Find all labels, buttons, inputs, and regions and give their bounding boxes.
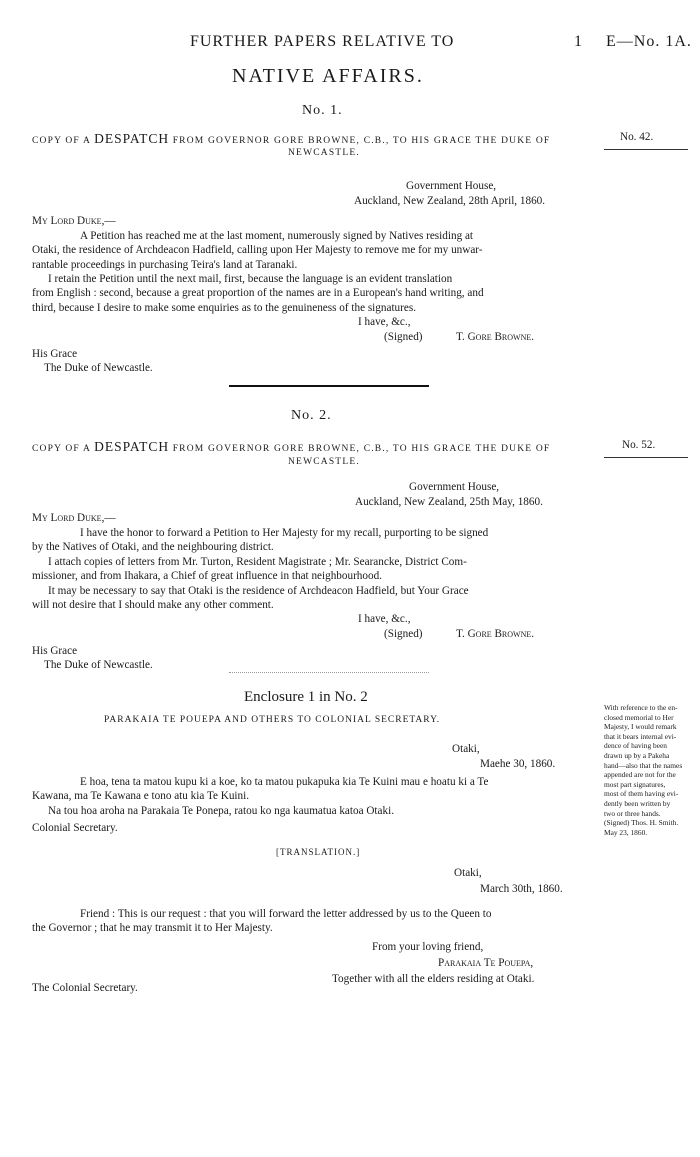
- text-line: Kawana, ma Te Kawana e tono atu kia Te Kuini.: [32, 790, 250, 803]
- despatch-1-ref: No. 42.: [620, 131, 654, 143]
- despatch-2-address-line1: Government House,: [409, 481, 500, 493]
- section-divider-faint: [229, 672, 429, 673]
- despatch-2-salutation: My Lord Duke,—: [32, 512, 116, 524]
- margin-note-line: drawn up by a Pakeha: [604, 750, 670, 760]
- page-number: 1: [574, 33, 583, 50]
- text-line: third, because I desire to make some enquiries as to the genuineness of the signatures.: [32, 301, 416, 314]
- despatch-1-heading-line2: NEWCASTLE.: [288, 148, 360, 158]
- despatch-1-heading: [32, 131, 550, 147]
- enclosure-subheading: PARAKAIA TE POUEPA AND OTHERS TO COLONIAL SECRETARY.: [104, 715, 441, 725]
- despatch-2-recipient-line1: His Grace: [32, 645, 78, 657]
- translation-label: [TRANSLATION.]: [276, 847, 361, 857]
- margin-note-line: Majesty, I would remark: [604, 722, 677, 732]
- translation-text: [32, 907, 590, 936]
- margin-note-line: appended are not for the: [604, 770, 676, 780]
- margin-note: [604, 703, 696, 837]
- running-title: FURTHER PAPERS RELATIVE TO: [190, 33, 455, 50]
- text-line: will not desire that I should make any other comment.: [32, 599, 274, 612]
- text-line: I have the honor to forward a Petition to Her Majesty for my recall, purporting to be signed: [80, 527, 489, 539]
- text-line: Friend : This is our request : that you will forward the letter addressed by us to the Queen to: [80, 908, 492, 920]
- margin-note-line: dence of having been: [604, 741, 667, 751]
- text-line: Otaki, the residence of Archdeacon Hadfield, calling upon Her Majesty to remove me for my unwar-: [32, 244, 483, 257]
- margin-note-line: that it bears internal evi-: [604, 731, 677, 741]
- despatch-2-signer: T. Gore Browne.: [456, 628, 535, 640]
- copy-prefix: COPY OF A: [32, 444, 91, 454]
- despatch-2-ref: No. 52.: [622, 439, 656, 451]
- translation-place: Otaki,: [454, 867, 482, 879]
- copy-prefix: COPY OF A: [32, 136, 91, 146]
- despatch-2-heading-line2: NEWCASTLE.: [288, 457, 360, 467]
- translation-from: From your loving friend,: [372, 941, 484, 953]
- despatch-1-recipient-line2: The Duke of Newcastle.: [44, 362, 153, 374]
- despatch-1-para-2: [32, 272, 590, 315]
- despatch-1-signed: (Signed): [384, 331, 423, 343]
- text-line: I attach copies of letters from Mr. Turton, Resident Magistrate ; Mr. Searancke, District Com-: [48, 556, 467, 568]
- text-line: rantable proceedings in purchasing Teira's land at Taranaki.: [32, 258, 298, 271]
- copy-rest: FROM GOVERNOR GORE BROWNE, C.B., TO HIS GRACE THE DUKE OF: [172, 136, 551, 146]
- translation-signer: Parakaia Te Pouepa,: [438, 957, 534, 969]
- margin-note-line: hand—also that the names: [604, 760, 683, 770]
- enclosure-addressee: Colonial Secretary.: [32, 822, 118, 834]
- text-line: from English : second, because a great proportion of the names are in a European's hand writing, and: [32, 287, 484, 300]
- margin-note-line: May 23, 1860.: [604, 827, 648, 837]
- text-line: Na tou hoa aroha na Parakaia Te Ponepa, ratou ko nga kaumatua katoa Otaki.: [48, 804, 395, 817]
- despatch-1-salutation: My Lord Duke,—: [32, 215, 116, 227]
- despatch-2-para-1: [32, 526, 590, 555]
- copy-rest: FROM GOVERNOR GORE BROWNE, C.B., TO HIS GRACE THE DUKE OF: [172, 444, 551, 454]
- text-line: the Governor ; that he may transmit it to Her Majesty.: [32, 922, 273, 935]
- margin-note-line: With reference to the en-: [604, 703, 678, 712]
- ref-underline: [604, 457, 688, 458]
- margin-note-line: (Signed) Thos. H. Smith.: [604, 818, 679, 828]
- despatch-1-recipient-line1: His Grace: [32, 348, 78, 360]
- section-divider: [229, 385, 429, 387]
- text-line: by the Natives of Otaki, and the neighbouring district.: [32, 541, 274, 554]
- despatch-1-number: No. 1.: [302, 103, 343, 118]
- margin-note-line: two or three hands.: [604, 808, 661, 818]
- despatch-2-signed: (Signed): [384, 628, 423, 640]
- ref-underline: [604, 149, 688, 150]
- translation-date: March 30th, 1860.: [480, 883, 563, 895]
- enclosure-date: Maehe 30, 1860.: [480, 758, 556, 770]
- margin-note-line: most part signatures,: [604, 779, 666, 789]
- text-line: E hoa, tena ta matou kupu ki a koe, ko ta matou pukapuka kia Te Kuini mau e hoatu ki a Te: [80, 776, 489, 788]
- despatch-2-number: No. 2.: [291, 408, 332, 423]
- text-line: missioner, and from Ihakara, a Chief of great influence in that neighbourhood.: [32, 570, 382, 583]
- translation-addressee: The Colonial Secretary.: [32, 982, 138, 994]
- despatch-2-recipient-line2: The Duke of Newcastle.: [44, 659, 153, 671]
- margin-note-line: closed memorial to Her: [604, 712, 674, 722]
- despatch-1-closing: I have, &c.,: [358, 316, 411, 328]
- translation-together: Together with all the elders residing at Otaki.: [332, 973, 535, 985]
- despatch-2-para-2: [32, 555, 590, 584]
- enclosure-place: Otaki,: [452, 743, 480, 755]
- text-line: It may be necessary to say that Otaki is the residence of Archdeacon Hadfield, but Your Grace: [48, 585, 469, 597]
- text-line: A Petition has reached me at the last moment, numerously signed by Natives residing at: [80, 230, 474, 242]
- despatch-2-address-line2: Auckland, New Zealand, 25th May, 1860.: [355, 496, 543, 508]
- enclosure-maori-text: [32, 775, 590, 818]
- copy-word: DESPATCH: [94, 131, 170, 146]
- paper-reference: E—No. 1A.: [606, 33, 692, 50]
- despatch-1-para-1: [32, 229, 590, 272]
- margin-note-line: most of them having evi-: [604, 789, 679, 799]
- copy-word: DESPATCH: [94, 439, 170, 454]
- despatch-2-para-3: [32, 584, 590, 613]
- despatch-1-signer: T. Gore Browne.: [456, 331, 535, 343]
- despatch-2-closing: I have, &c.,: [358, 613, 411, 625]
- margin-note-line: dently been written by: [604, 798, 671, 808]
- despatch-1-address-line1: Government House,: [406, 180, 497, 192]
- text-line: I retain the Petition until the next mail, first, because the language is an evident translation: [48, 273, 453, 285]
- enclosure-heading: Enclosure 1 in No. 2: [244, 689, 368, 705]
- despatch-2-heading: [32, 439, 550, 455]
- despatch-1-address-line2: Auckland, New Zealand, 28th April, 1860.: [354, 195, 546, 207]
- document-title: NATIVE AFFAIRS.: [232, 65, 424, 87]
